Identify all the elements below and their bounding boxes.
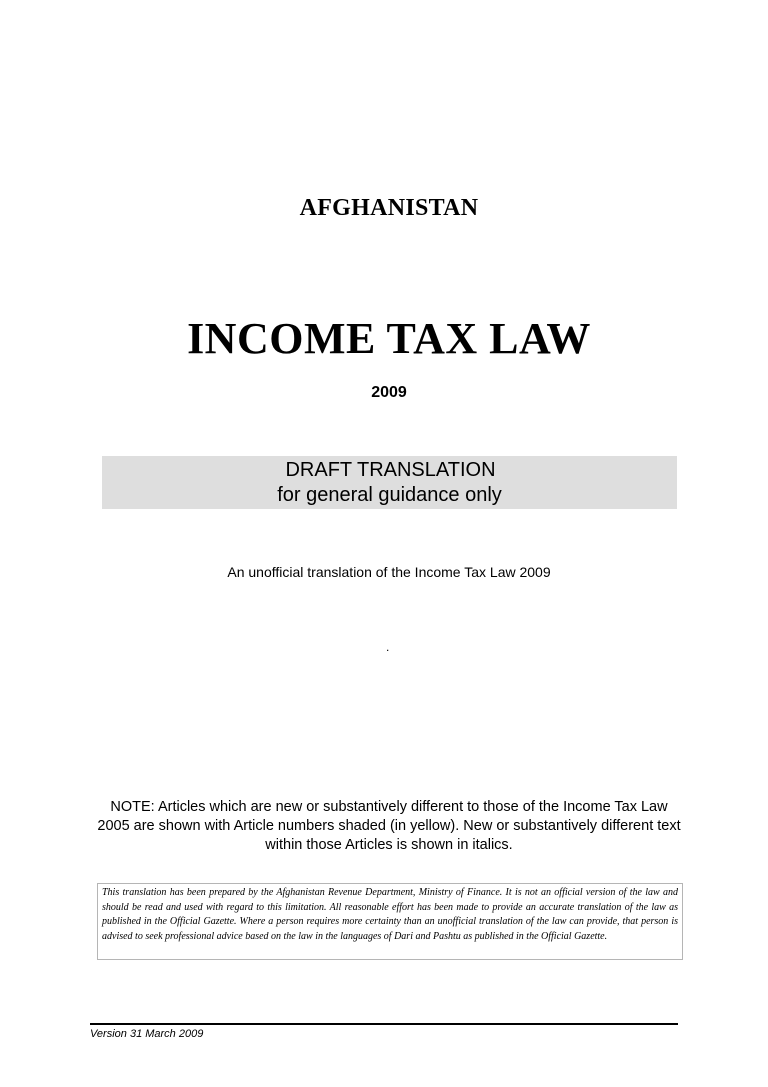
articles-note: NOTE: Articles which are new or substantively different to those of the Income Tax Law 2005 are shown with Article numbers shaded (in yellow). New or substantively different text within those Articles is shown in italics. (97, 799, 681, 853)
draft-translation-banner (102, 456, 677, 509)
document-title: INCOME TAX LAW (187, 314, 591, 363)
footer-divider (90, 1023, 678, 1025)
disclaimer-box: This translation has been prepared by the Afghanistan Revenue Department, Ministry of Finance. It is not an official version of the law and should be read and used with regard to this limitation. All reasonable effort has been made to provide an accurate translation of the law as published in the Official Gazette. Where a person requires more certainty than an unofficial translation of the law can provide, that person is advised to seek professional advice based on the law in the languages of Dari and Pashtu as published in the Official Gazette. (97, 883, 683, 960)
draft-banner-heading: DRAFT TRANSLATION (285, 459, 496, 481)
country-heading: AFGHANISTAN (299, 195, 479, 221)
stray-period-mark: . (386, 640, 390, 654)
unofficial-translation-subtitle: An unofficial translation of the Income Tax Law 2009 (227, 564, 551, 580)
document-year: 2009 (371, 384, 407, 401)
footer-version: Version 31 March 2009 (90, 1028, 204, 1040)
draft-banner-subheading: for general guidance only (277, 484, 502, 506)
